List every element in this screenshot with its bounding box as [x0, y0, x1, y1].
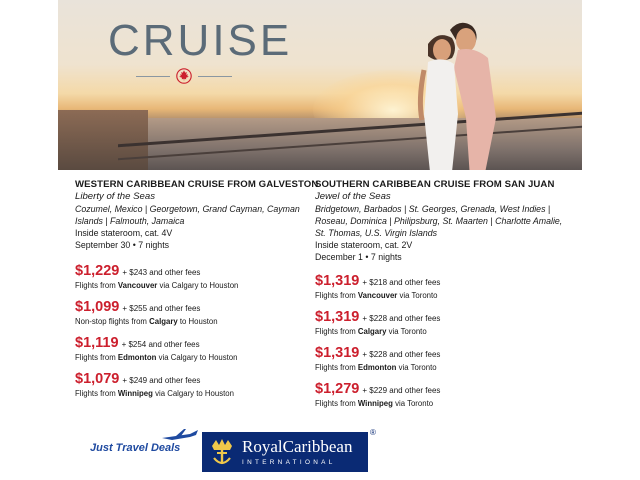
hero-image [58, 0, 582, 170]
title-rule-left [136, 76, 170, 77]
flight-prefix: Flights from [75, 389, 118, 398]
flight-prefix: Flights from [75, 353, 118, 362]
crown-anchor-icon [202, 432, 242, 472]
departure-city: Calgary [149, 317, 178, 326]
ship-deck [58, 110, 148, 170]
fare-fees: + $255 and other fees [122, 304, 201, 313]
stateroom: Inside stateroom, cat. 2V [315, 240, 413, 250]
fare-offer [75, 335, 323, 362]
fare-price: $1,079 [75, 371, 120, 387]
fare-price: $1,229 [75, 263, 120, 279]
fare-price: $1,279 [315, 381, 360, 397]
ship-name: Liberty of the Seas [75, 191, 155, 202]
flight-suffix: to Houston [177, 317, 218, 326]
ports-of-call: Cozumel, Mexico | Georgetown, Grand Cayman, Cayman Islands | Falmouth, Jamaica [75, 204, 300, 226]
flight-suffix: via Calgary to Houston [157, 281, 239, 290]
flight-prefix: Non-stop flights from [75, 317, 150, 326]
sailing-date: December 1 • 7 nights [315, 252, 402, 262]
flight-prefix: Flights from [315, 291, 358, 300]
western-caribbean-column [75, 179, 323, 398]
fare-fees: + $218 and other fees [362, 278, 441, 287]
fare-offer [315, 381, 563, 408]
ship-name: Jewel of the Seas [315, 191, 391, 202]
royal-caribbean-wordmark: RoyalCaribbean [242, 437, 353, 456]
fare-offer [315, 345, 563, 372]
royal-caribbean-logo [202, 432, 368, 472]
fare-price: $1,319 [315, 273, 360, 289]
southern-caribbean-column [315, 179, 563, 408]
departure-city: Vancouver [117, 281, 158, 290]
departure-city: Winnipeg [357, 399, 393, 408]
fare-offer [75, 299, 323, 326]
flight-info [75, 353, 323, 362]
flight-info [315, 363, 563, 372]
hero-title: CRUISE [108, 16, 293, 65]
cruise-heading: SOUTHERN CARIBBEAN CRUISE FROM SAN JUAN [315, 179, 555, 190]
departure-city: Vancouver [357, 291, 398, 300]
flight-prefix: Flights from [75, 281, 118, 290]
flight-info [75, 317, 323, 326]
airplane-icon [160, 428, 200, 444]
couple-illustration [380, 10, 520, 170]
flight-info [315, 291, 563, 300]
stateroom: Inside stateroom, cat. 4V [75, 228, 173, 238]
flight-suffix: via Toronto [386, 327, 427, 336]
flight-suffix: via Toronto [397, 291, 438, 300]
departure-city: Winnipeg [117, 389, 153, 398]
international-label: INTERNATIONAL [242, 459, 336, 466]
fare-fees: + $243 and other fees [122, 268, 201, 277]
flight-prefix: Flights from [315, 327, 358, 336]
fare-fees: + $229 and other fees [362, 386, 441, 395]
jtd-wordmark: Just Travel Deals [90, 442, 181, 454]
fare-price: $1,119 [75, 335, 119, 351]
flight-prefix: Flights from [315, 399, 358, 408]
fare-price: $1,319 [315, 345, 360, 361]
flight-suffix: via Calgary to Houston [152, 389, 234, 398]
fare-fees: + $254 and other fees [121, 340, 200, 349]
cruise-heading: WESTERN CARIBBEAN CRUISE FROM GALVESTON [75, 179, 319, 190]
fare-price: $1,319 [315, 309, 360, 325]
flight-suffix: via Toronto [396, 363, 437, 372]
flight-suffix: via Toronto [392, 399, 434, 408]
ports-of-call: Bridgetown, Barbados | St. Georges, Grenada, West Indies | Roseau, Dominica | Philipsburg, St. Maarten | Charlotte Amalie, St. Thomas, U.S. Virgin Islands [315, 204, 563, 238]
fare-offer [315, 273, 563, 300]
flight-info [75, 389, 323, 398]
flight-suffix: via Calgary to Houston [156, 353, 238, 362]
departure-city: Edmonton [117, 353, 157, 362]
sailing-date: September 30 • 7 nights [75, 240, 170, 250]
flight-prefix: Flights from [315, 363, 358, 372]
registered-mark: ® [370, 428, 376, 437]
just-travel-deals-logo [90, 442, 180, 454]
fare-offer [75, 263, 323, 290]
fare-fees: + $228 and other fees [362, 314, 441, 323]
flight-info [75, 281, 323, 290]
fare-fees: + $249 and other fees [122, 376, 201, 385]
maple-leaf-icon [176, 68, 192, 84]
fare-price: $1,099 [75, 299, 120, 315]
flight-info [315, 399, 563, 408]
title-rule-right [198, 76, 232, 77]
fare-fees: + $228 and other fees [362, 350, 441, 359]
fare-offer [75, 371, 323, 398]
departure-city: Edmonton [357, 363, 397, 372]
fare-offer [315, 309, 563, 336]
departure-city: Calgary [357, 327, 387, 336]
flight-info [315, 327, 563, 336]
